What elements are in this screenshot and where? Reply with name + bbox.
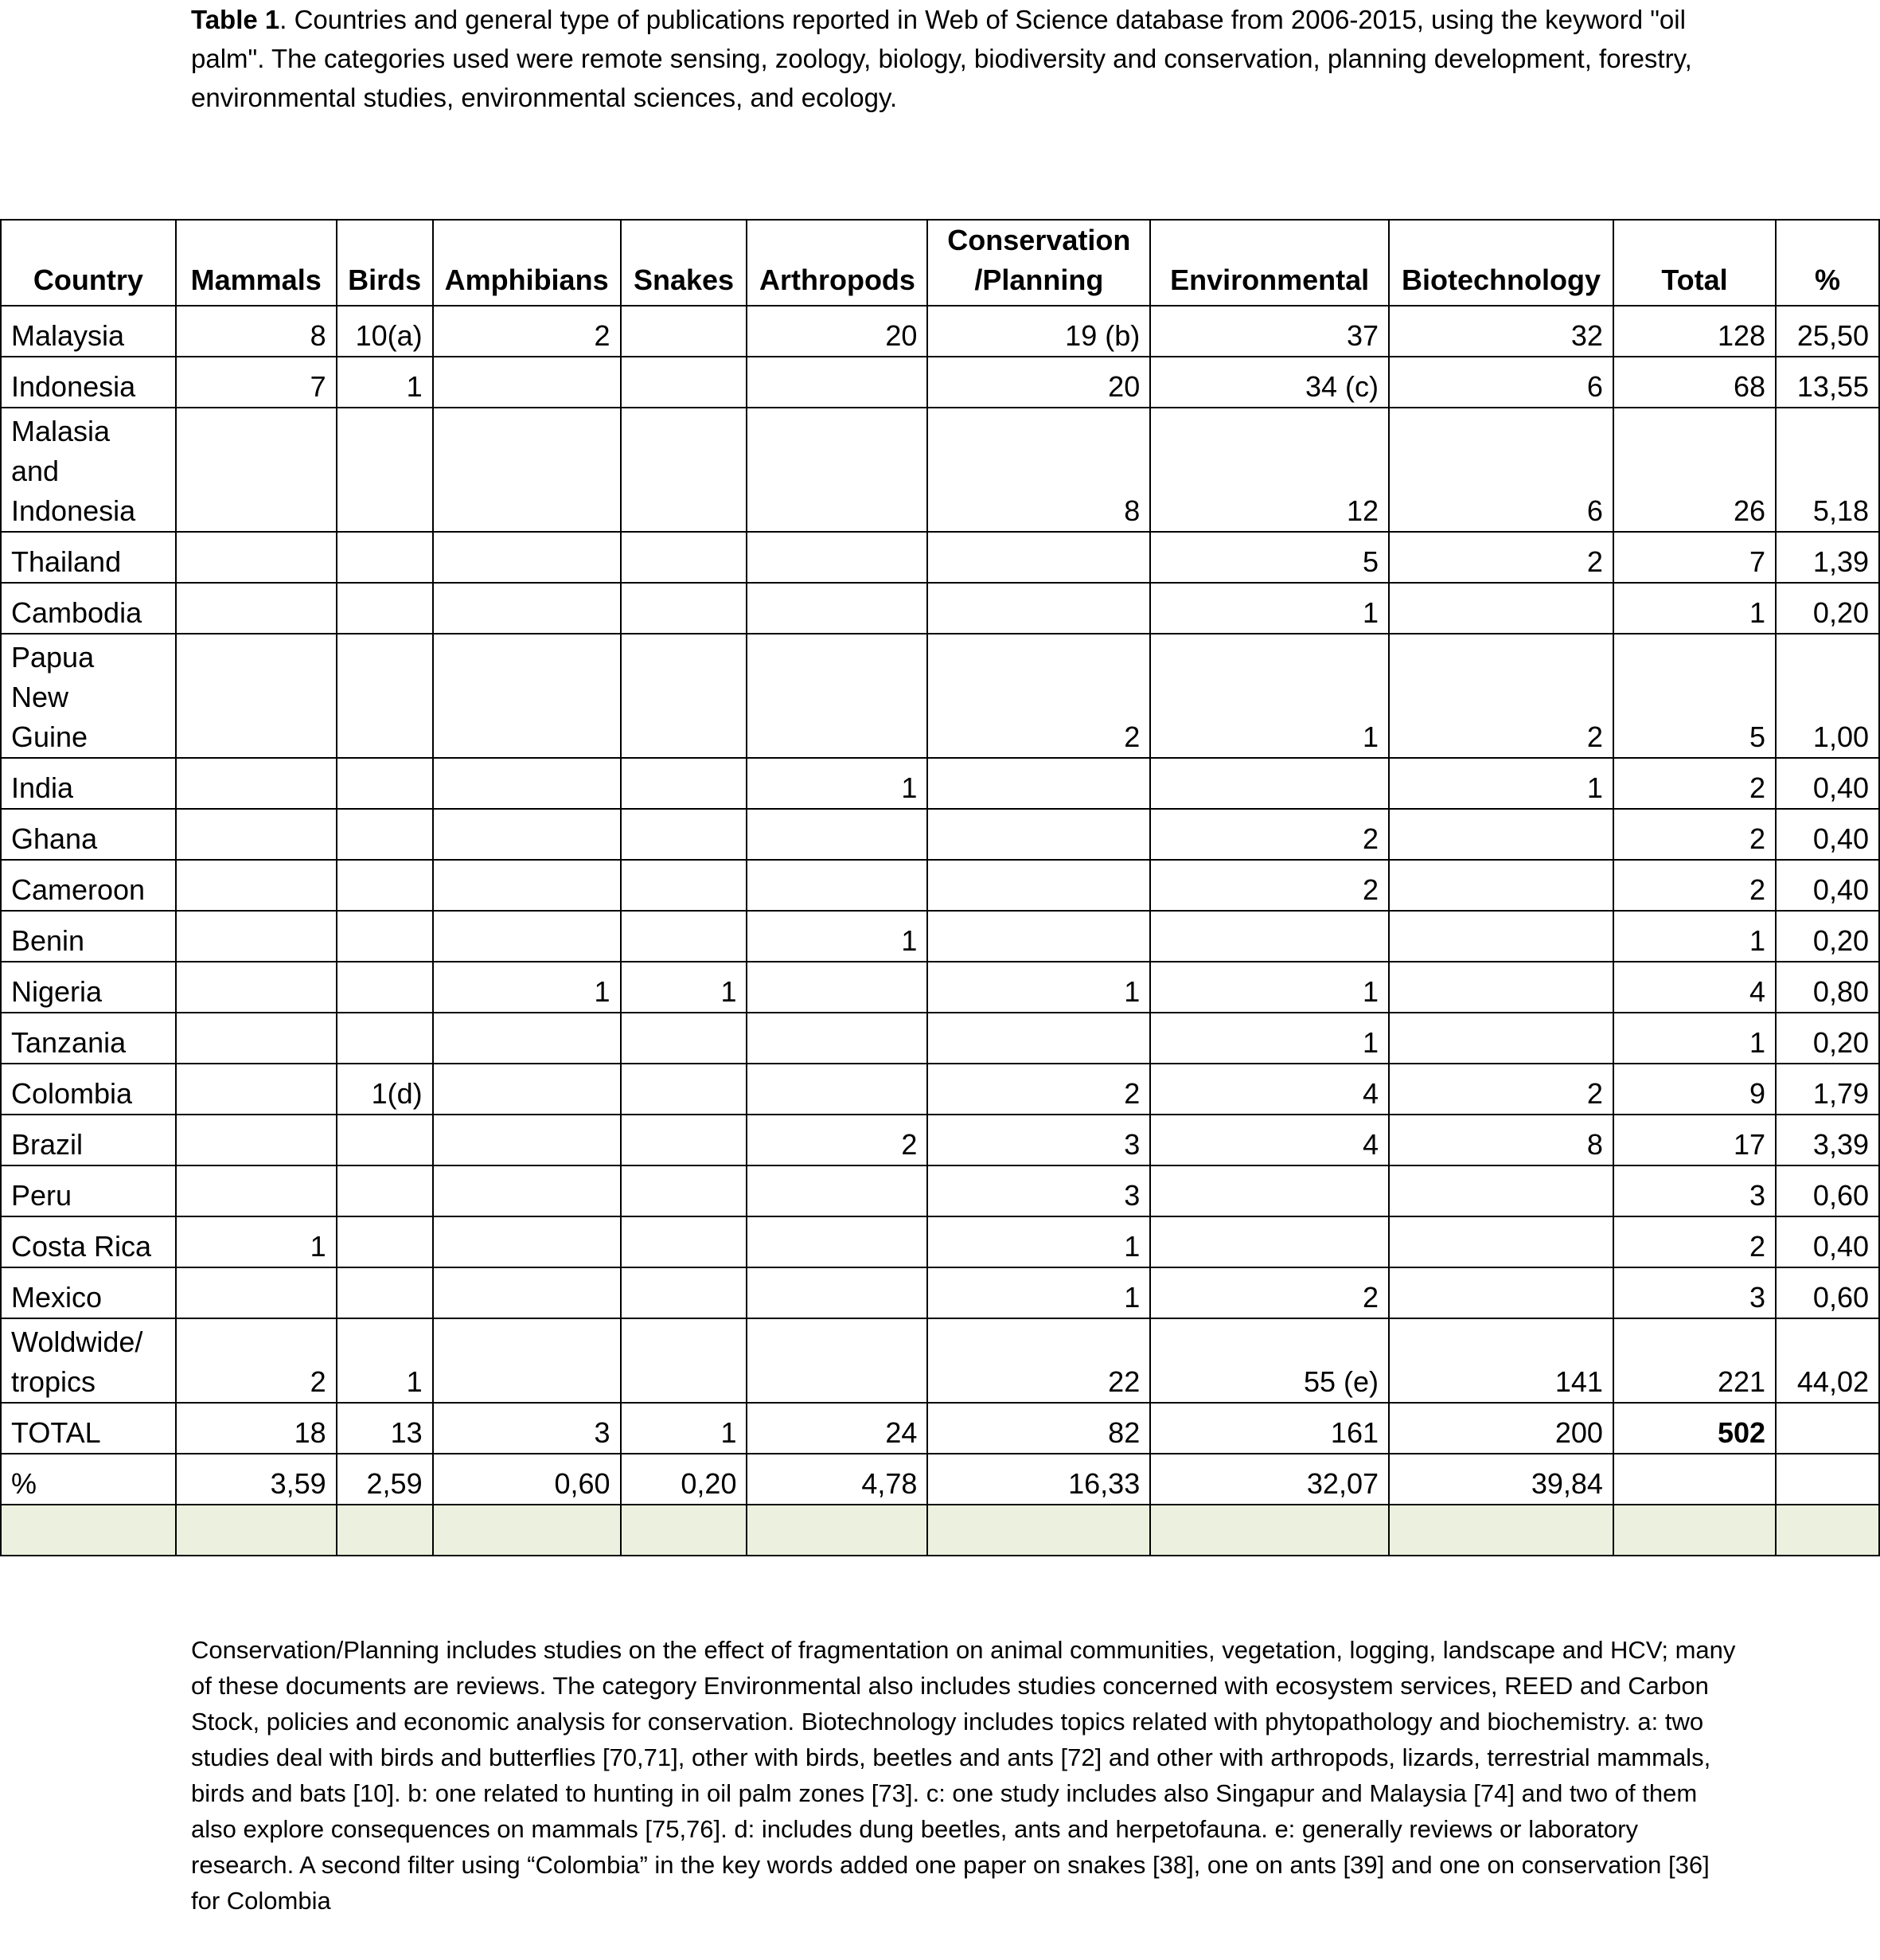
table-cell bbox=[176, 1064, 337, 1115]
table-cell bbox=[927, 1013, 1150, 1064]
table-cell bbox=[433, 758, 621, 809]
table-cell: 1 bbox=[1613, 583, 1776, 634]
row-label: TOTAL bbox=[1, 1403, 176, 1454]
table-cell: 0,20 bbox=[621, 1454, 747, 1505]
table-cell bbox=[621, 583, 747, 634]
table-cell bbox=[1613, 1454, 1776, 1505]
table-cell: 39,84 bbox=[1389, 1454, 1613, 1505]
row-label: Brazil bbox=[1, 1115, 176, 1165]
table-cell bbox=[621, 306, 747, 357]
table-row bbox=[1, 357, 1879, 408]
table-cell bbox=[621, 1064, 747, 1115]
empty-cell bbox=[1613, 1505, 1776, 1556]
table-cell: 1 bbox=[747, 911, 927, 962]
table-cell bbox=[176, 583, 337, 634]
empty-cell bbox=[337, 1505, 433, 1556]
table-cell bbox=[1150, 1216, 1389, 1267]
table-cell bbox=[621, 1216, 747, 1267]
row-label: Nigeria bbox=[1, 962, 176, 1013]
empty-cell bbox=[176, 1505, 337, 1556]
table-cell: 1 bbox=[1150, 634, 1389, 758]
table-caption bbox=[191, 0, 1743, 117]
table-row bbox=[1, 1216, 1879, 1267]
table-cell: 2 bbox=[747, 1115, 927, 1165]
table-row bbox=[1, 1115, 1879, 1165]
row-label: Ghana bbox=[1, 809, 176, 860]
table-cell: 2 bbox=[176, 1318, 337, 1403]
table-cell: 2 bbox=[1613, 758, 1776, 809]
table-cell bbox=[337, 532, 433, 583]
row-label: Mexico bbox=[1, 1267, 176, 1318]
empty-cell bbox=[1150, 1505, 1389, 1556]
table-cell: 68 bbox=[1613, 357, 1776, 408]
table-cell: 0,40 bbox=[1776, 860, 1879, 911]
row-label: Thailand bbox=[1, 532, 176, 583]
table-cell bbox=[747, 583, 927, 634]
row-label: % bbox=[1, 1454, 176, 1505]
table-cell: 502 bbox=[1613, 1403, 1776, 1454]
column-header: Birds bbox=[337, 220, 433, 306]
table-cell bbox=[927, 911, 1150, 962]
table-cell bbox=[433, 408, 621, 532]
table-cell: 26 bbox=[1613, 408, 1776, 532]
table-cell: 4 bbox=[1150, 1064, 1389, 1115]
table-cell: 4 bbox=[1150, 1115, 1389, 1165]
table-cell bbox=[433, 634, 621, 758]
table-cell: 0,20 bbox=[1776, 1013, 1879, 1064]
table-cell: 3 bbox=[1613, 1165, 1776, 1216]
empty-cell bbox=[433, 1505, 621, 1556]
row-label: Benin bbox=[1, 911, 176, 962]
table-cell bbox=[1389, 1013, 1613, 1064]
table-cell: 0,80 bbox=[1776, 962, 1879, 1013]
table-cell: 2 bbox=[433, 306, 621, 357]
column-header: Amphibians bbox=[433, 220, 621, 306]
table-row bbox=[1, 962, 1879, 1013]
table-cell: 1 bbox=[621, 1403, 747, 1454]
table-cell bbox=[337, 583, 433, 634]
table-cell bbox=[747, 408, 927, 532]
table-cell bbox=[433, 1115, 621, 1165]
column-header: Mammals bbox=[176, 220, 337, 306]
empty-cell bbox=[927, 1505, 1150, 1556]
table-cell: 32 bbox=[1389, 306, 1613, 357]
column-header: Environmental bbox=[1150, 220, 1389, 306]
table-cell: 4,78 bbox=[747, 1454, 927, 1505]
table-cell: 1,79 bbox=[1776, 1064, 1879, 1115]
table-cell bbox=[621, 911, 747, 962]
table-cell: 18 bbox=[176, 1403, 337, 1454]
table-row bbox=[1, 532, 1879, 583]
table-cell: 0,20 bbox=[1776, 911, 1879, 962]
table-cell: 2 bbox=[1389, 634, 1613, 758]
table-cell: 0,60 bbox=[1776, 1267, 1879, 1318]
caption-label: Table 1 bbox=[191, 5, 280, 34]
table-cell: 200 bbox=[1389, 1403, 1613, 1454]
table-cell: 2 bbox=[1613, 1216, 1776, 1267]
table-cell: 1 bbox=[1613, 1013, 1776, 1064]
table-cell: 2 bbox=[927, 1064, 1150, 1115]
table-cell bbox=[747, 1064, 927, 1115]
table-cell: 6 bbox=[1389, 408, 1613, 532]
table-cell: 0,60 bbox=[433, 1454, 621, 1505]
table-row bbox=[1, 306, 1879, 357]
table-cell bbox=[433, 860, 621, 911]
table-row bbox=[1, 1318, 1879, 1403]
table-cell bbox=[1389, 962, 1613, 1013]
table-row bbox=[1, 408, 1879, 532]
table-cell bbox=[176, 408, 337, 532]
row-label: Indonesia bbox=[1, 357, 176, 408]
table-cell bbox=[433, 357, 621, 408]
row-label: Peru bbox=[1, 1165, 176, 1216]
table-body bbox=[1, 306, 1879, 1556]
table-cell bbox=[1150, 1165, 1389, 1216]
table-cell bbox=[433, 532, 621, 583]
table-cell bbox=[176, 532, 337, 583]
empty-cell bbox=[1389, 1505, 1613, 1556]
table-cell: 9 bbox=[1613, 1064, 1776, 1115]
table-cell: 19 (b) bbox=[927, 306, 1150, 357]
table-cell: 1 bbox=[1389, 758, 1613, 809]
table-cell bbox=[621, 1165, 747, 1216]
table-cell: 22 bbox=[927, 1318, 1150, 1403]
table-cell bbox=[176, 1267, 337, 1318]
table-cell bbox=[1150, 758, 1389, 809]
column-header: Snakes bbox=[621, 220, 747, 306]
table-cell bbox=[337, 860, 433, 911]
table-cell: 8 bbox=[927, 408, 1150, 532]
table-cell bbox=[747, 1216, 927, 1267]
table-cell: 13 bbox=[337, 1403, 433, 1454]
table-cell bbox=[433, 911, 621, 962]
table-cell: 2,59 bbox=[337, 1454, 433, 1505]
table-cell: 0,40 bbox=[1776, 1216, 1879, 1267]
table-cell bbox=[747, 1165, 927, 1216]
table-cell bbox=[621, 357, 747, 408]
table-cell: 2 bbox=[1613, 809, 1776, 860]
table-cell bbox=[337, 1115, 433, 1165]
table-cell bbox=[176, 809, 337, 860]
table-cell: 55 (e) bbox=[1150, 1318, 1389, 1403]
table-cell bbox=[621, 860, 747, 911]
table-cell: 2 bbox=[1389, 532, 1613, 583]
table-cell bbox=[433, 1165, 621, 1216]
column-header: Country bbox=[1, 220, 176, 306]
table-row bbox=[1, 1454, 1879, 1505]
table-cell: 2 bbox=[927, 634, 1150, 758]
table-cell: 82 bbox=[927, 1403, 1150, 1454]
table-cell: 1 bbox=[176, 1216, 337, 1267]
table-cell: 141 bbox=[1389, 1318, 1613, 1403]
table-cell: 13,55 bbox=[1776, 357, 1879, 408]
table-row bbox=[1, 1267, 1879, 1318]
table-cell bbox=[176, 1013, 337, 1064]
table-row bbox=[1, 860, 1879, 911]
table-cell: 3 bbox=[927, 1115, 1150, 1165]
table-cell bbox=[927, 860, 1150, 911]
table-cell: 20 bbox=[927, 357, 1150, 408]
table-cell bbox=[337, 1216, 433, 1267]
table-cell bbox=[747, 1318, 927, 1403]
publications-table bbox=[0, 219, 1880, 1556]
table-cell: 8 bbox=[176, 306, 337, 357]
table-cell: 25,50 bbox=[1776, 306, 1879, 357]
table-cell bbox=[176, 962, 337, 1013]
table-cell: 7 bbox=[1613, 532, 1776, 583]
table-cell: 2 bbox=[1389, 1064, 1613, 1115]
table-cell bbox=[433, 583, 621, 634]
table-row bbox=[1, 1165, 1879, 1216]
table-cell: 20 bbox=[747, 306, 927, 357]
table-cell bbox=[433, 1318, 621, 1403]
table-cell bbox=[176, 634, 337, 758]
table-cell bbox=[337, 758, 433, 809]
table-cell: 3 bbox=[927, 1165, 1150, 1216]
table-cell bbox=[621, 1013, 747, 1064]
empty-cell bbox=[1, 1505, 176, 1556]
table-cell bbox=[1389, 911, 1613, 962]
table-row bbox=[1, 634, 1879, 758]
table-cell bbox=[176, 1115, 337, 1165]
table-cell bbox=[433, 1216, 621, 1267]
row-label: Malasia and Indonesia bbox=[1, 408, 176, 532]
row-label: Cameroon bbox=[1, 860, 176, 911]
table-cell bbox=[176, 911, 337, 962]
table-cell: 7 bbox=[176, 357, 337, 408]
table-row bbox=[1, 1013, 1879, 1064]
caption-text: . Countries and general type of publications reported in Web of Science database from 2006-2015, using the keyword "oil palm". The categories used were remote sensing, zoology, biology, biodiversity and conservation, planning development, forestry, environmental studies, environmental sciences, and ecology. bbox=[191, 5, 1692, 112]
header-row bbox=[1, 220, 1879, 306]
table-cell bbox=[433, 809, 621, 860]
row-label: Tanzania bbox=[1, 1013, 176, 1064]
table-cell: 1 bbox=[1150, 962, 1389, 1013]
column-header: Biotechnology bbox=[1389, 220, 1613, 306]
row-label: Papua New Guine bbox=[1, 634, 176, 758]
table-cell: 1 bbox=[1150, 1013, 1389, 1064]
table-cell bbox=[927, 809, 1150, 860]
table-row bbox=[1, 758, 1879, 809]
column-header: Total bbox=[1613, 220, 1776, 306]
row-label: Cambodia bbox=[1, 583, 176, 634]
row-label: Woldwide/ tropics bbox=[1, 1318, 176, 1403]
table-cell: 1 bbox=[1150, 583, 1389, 634]
table-cell: 0,60 bbox=[1776, 1165, 1879, 1216]
table-cell: 24 bbox=[747, 1403, 927, 1454]
table-cell bbox=[747, 357, 927, 408]
table-cell: 17 bbox=[1613, 1115, 1776, 1165]
empty-cell bbox=[621, 1505, 747, 1556]
table-cell bbox=[176, 1165, 337, 1216]
table-cell bbox=[337, 962, 433, 1013]
table-notes: Conservation/Planning includes studies on the effect of fragmentation on animal communities, vegetation, logging, landscape and HCV; many of these documents are reviews. The category Environmental also includes studies concerned with ecosystem services, REED and Carbon Stock, policies and economic analysis for conservation. Biotechnology includes topics related with phytopathology and biochemistry. a: two studies deal with birds and butterflies [70,71], other with birds, beetles and ants [72] and other with arthropods, lizards, terrestrial mammals, birds and bats [10]. b: one related to hunting in oil palm zones [73]. c: one study includes also Singapur and Malaysia [74] and two of them also explore consequences on mammals [75,76]. d: includes dung beetles, ants and herpetofauna. e: generally reviews or laboratory research. A second filter using “Colombia” in the key words added one paper on snakes [38], one on ants [39] and one on conservation [36] for Colombia bbox=[191, 1636, 1736, 1915]
table-cell bbox=[621, 634, 747, 758]
table-cell bbox=[927, 532, 1150, 583]
column-header: % bbox=[1776, 220, 1879, 306]
table-cell: 12 bbox=[1150, 408, 1389, 532]
table-cell bbox=[621, 1115, 747, 1165]
table-cell bbox=[621, 532, 747, 583]
table-cell bbox=[747, 809, 927, 860]
table-cell bbox=[747, 1267, 927, 1318]
table-cell bbox=[433, 1064, 621, 1115]
table-cell: 0,40 bbox=[1776, 809, 1879, 860]
table-cell bbox=[1389, 809, 1613, 860]
table-cell: 4 bbox=[1613, 962, 1776, 1013]
table-cell: 3 bbox=[1613, 1267, 1776, 1318]
table-cell: 0,40 bbox=[1776, 758, 1879, 809]
table-cell: 6 bbox=[1389, 357, 1613, 408]
table-cell: 1(d) bbox=[337, 1064, 433, 1115]
table-cell bbox=[337, 408, 433, 532]
table-cell: 1 bbox=[337, 357, 433, 408]
row-label: Malaysia bbox=[1, 306, 176, 357]
table-cell: 3,39 bbox=[1776, 1115, 1879, 1165]
table-cell: 10(a) bbox=[337, 306, 433, 357]
table-cell: 5 bbox=[1613, 634, 1776, 758]
table-cell bbox=[337, 911, 433, 962]
table-cell: 128 bbox=[1613, 306, 1776, 357]
row-label: Costa Rica bbox=[1, 1216, 176, 1267]
table-cell bbox=[1776, 1454, 1879, 1505]
table-cell: 5,18 bbox=[1776, 408, 1879, 532]
table-cell: 1 bbox=[747, 758, 927, 809]
table-cell: 221 bbox=[1613, 1318, 1776, 1403]
table-row bbox=[1, 911, 1879, 962]
row-label: India bbox=[1, 758, 176, 809]
table-cell: 1 bbox=[927, 962, 1150, 1013]
table-cell: 3 bbox=[433, 1403, 621, 1454]
table-cell: 5 bbox=[1150, 532, 1389, 583]
table-cell: 16,33 bbox=[927, 1454, 1150, 1505]
table-cell: 1,39 bbox=[1776, 532, 1879, 583]
table-cell bbox=[621, 1318, 747, 1403]
table-cell bbox=[1389, 1165, 1613, 1216]
table-cell bbox=[747, 1013, 927, 1064]
table-cell: 2 bbox=[1150, 860, 1389, 911]
table-cell: 3,59 bbox=[176, 1454, 337, 1505]
table-cell: 0,20 bbox=[1776, 583, 1879, 634]
row-label: Colombia bbox=[1, 1064, 176, 1115]
table-cell bbox=[747, 860, 927, 911]
table-cell: 1 bbox=[1613, 911, 1776, 962]
table-cell bbox=[337, 1267, 433, 1318]
table-cell bbox=[337, 809, 433, 860]
table-cell bbox=[433, 1013, 621, 1064]
shaded-empty-row bbox=[1, 1505, 1879, 1556]
table-cell bbox=[1389, 1216, 1613, 1267]
table-cell: 1 bbox=[927, 1267, 1150, 1318]
empty-cell bbox=[747, 1505, 927, 1556]
table-cell: 1 bbox=[927, 1216, 1150, 1267]
table-cell bbox=[337, 1013, 433, 1064]
table-cell bbox=[747, 532, 927, 583]
table-cell: 8 bbox=[1389, 1115, 1613, 1165]
column-header: Conservation /Planning bbox=[927, 220, 1150, 306]
table-cell: 1 bbox=[621, 962, 747, 1013]
table-cell bbox=[621, 809, 747, 860]
table-cell: 1,00 bbox=[1776, 634, 1879, 758]
table-row bbox=[1, 583, 1879, 634]
table-cell: 34 (c) bbox=[1150, 357, 1389, 408]
table-cell: 2 bbox=[1613, 860, 1776, 911]
table-cell bbox=[176, 860, 337, 911]
table-cell: 2 bbox=[1150, 809, 1389, 860]
table-row bbox=[1, 1064, 1879, 1115]
table-cell: 44,02 bbox=[1776, 1318, 1879, 1403]
table-row bbox=[1, 809, 1879, 860]
table-cell: 37 bbox=[1150, 306, 1389, 357]
table-cell bbox=[621, 1267, 747, 1318]
table-cell bbox=[433, 1267, 621, 1318]
table-cell bbox=[747, 962, 927, 1013]
table-cell bbox=[927, 583, 1150, 634]
table-cell: 161 bbox=[1150, 1403, 1389, 1454]
table-cell bbox=[176, 758, 337, 809]
table-cell bbox=[337, 1165, 433, 1216]
column-header: Arthropods bbox=[747, 220, 927, 306]
empty-cell bbox=[1776, 1505, 1879, 1556]
table-cell bbox=[1776, 1403, 1879, 1454]
table-cell bbox=[747, 634, 927, 758]
table-cell bbox=[621, 758, 747, 809]
table-cell bbox=[1389, 583, 1613, 634]
table-cell: 32,07 bbox=[1150, 1454, 1389, 1505]
table-cell bbox=[1389, 860, 1613, 911]
table-cell: 1 bbox=[433, 962, 621, 1013]
table-cell bbox=[927, 758, 1150, 809]
table-cell bbox=[621, 408, 747, 532]
table-cell bbox=[1150, 911, 1389, 962]
table-cell bbox=[337, 634, 433, 758]
table-cell: 1 bbox=[337, 1318, 433, 1403]
table-cell: 2 bbox=[1150, 1267, 1389, 1318]
table-cell bbox=[1389, 1267, 1613, 1318]
table-row bbox=[1, 1403, 1879, 1454]
